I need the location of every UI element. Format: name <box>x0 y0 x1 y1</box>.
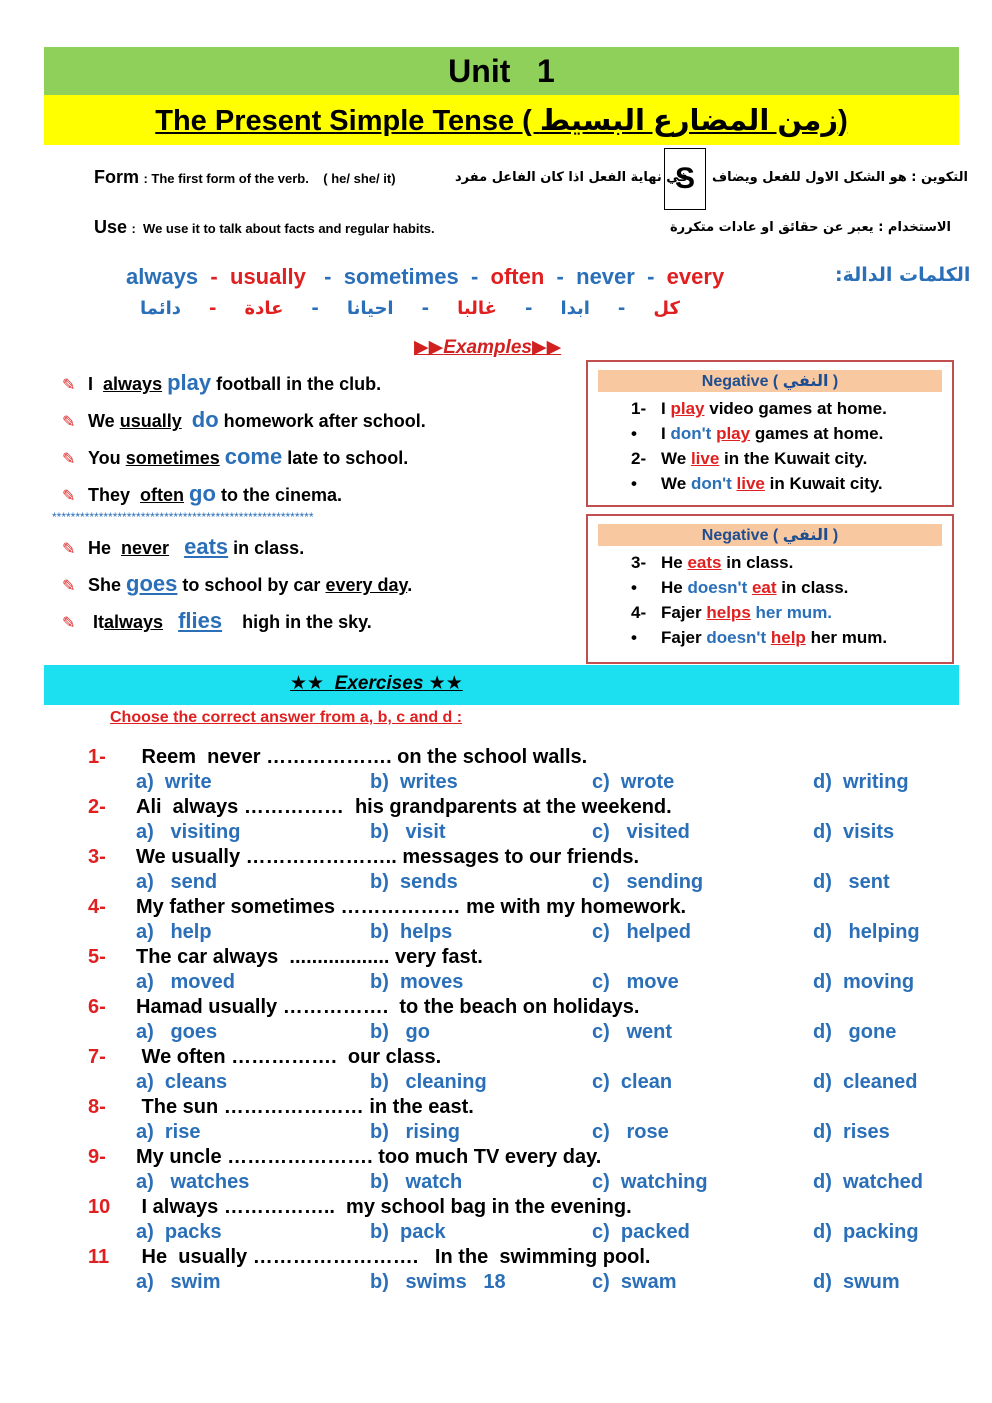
examples-heading <box>414 336 561 359</box>
ex-verb: play <box>167 370 212 395</box>
neg-rest: in the Kuwait city. <box>724 449 868 468</box>
ex-adverb: every day <box>325 575 408 595</box>
ex-rest: . <box>407 575 413 595</box>
neg-verb: eats <box>687 553 722 572</box>
option-c[interactable]: c) went <box>592 1021 673 1043</box>
question-item <box>88 946 483 969</box>
example-line <box>62 407 426 433</box>
kw-sometimes: sometimes <box>343 264 459 289</box>
example-line <box>62 481 342 507</box>
option-a[interactable]: a) watches <box>136 1171 250 1193</box>
option-d[interactable]: d) gone <box>813 1021 897 1043</box>
unit-header <box>44 47 959 95</box>
kw-usually: usually <box>230 264 306 289</box>
s-letter-box <box>664 148 706 210</box>
kw-ar-sep: - <box>208 298 217 319</box>
ex-rest: high in the sky. <box>242 612 372 632</box>
question-number: 8- <box>88 1096 106 1118</box>
kw-always: always <box>126 264 199 289</box>
question-text: The car always .................. very fast. <box>136 946 483 968</box>
kw-every: every <box>666 264 725 289</box>
neg-num: 4- <box>631 603 647 622</box>
neg-num: 2- <box>631 449 647 468</box>
option-a[interactable]: a) help <box>136 921 212 943</box>
option-b[interactable]: b) writes <box>370 771 458 793</box>
question-number: 9- <box>88 1146 106 1168</box>
kw-sep: - <box>647 264 655 289</box>
neg-num: • <box>631 474 637 493</box>
exercises-bar <box>44 665 959 705</box>
use-row <box>94 217 435 238</box>
form-arabic-right: التكوين : هو الشكل الاول للفعل ويضاف <box>712 170 968 185</box>
use-arabic: الاستخدام : يعبر عن حقائق او عادات متكررة <box>670 220 952 235</box>
ex-rest: homework after school. <box>223 411 426 431</box>
keywords-english <box>126 264 724 290</box>
question-text: Hamad usually ……………. to the beach on holidays. <box>136 996 640 1018</box>
option-c[interactable]: c) watching <box>592 1171 708 1193</box>
neg-num: • <box>631 424 637 443</box>
kw-sep: - <box>210 264 218 289</box>
ex-adverb: always <box>104 612 164 632</box>
negative-heading: Negative ( النفي ) <box>598 524 942 546</box>
question-text: I always …………….. my school bag in the evening. <box>136 1196 632 1218</box>
star-icon: ★★ <box>428 673 463 694</box>
example-line <box>62 370 381 396</box>
neg-verb: play <box>716 424 751 443</box>
option-d[interactable]: d) helping <box>813 921 920 943</box>
option-c[interactable]: c) wrote <box>592 771 675 793</box>
ex-verb: goes <box>126 571 178 596</box>
question-item <box>88 846 639 869</box>
neg-rest: in Kuwait city. <box>769 474 883 493</box>
kw-ar-sep: - <box>421 298 430 319</box>
exercises-title: Exercises <box>334 673 424 694</box>
neg-subject: I <box>661 424 666 443</box>
question-text: He usually ……………………. In the swimming pool. <box>136 1246 651 1268</box>
ex-rest: football in the club. <box>216 374 382 394</box>
neg-verb: eat <box>751 578 777 597</box>
option-c[interactable]: c) helped <box>592 921 691 943</box>
option-b[interactable]: b) moves <box>370 971 464 993</box>
neg-num: 3- <box>631 553 647 572</box>
neg-aux: don't <box>690 474 732 493</box>
option-d[interactable]: d) visits <box>813 821 895 843</box>
option-c[interactable]: c) swam <box>592 1271 677 1293</box>
triangle-right-icon: ▶▶ <box>414 337 444 358</box>
ex-adverb: usually <box>119 411 182 431</box>
neg-verb: helps <box>706 603 751 622</box>
kw-ar-sep: - <box>311 298 319 319</box>
ex-rest: to the cinema. <box>220 485 342 505</box>
kw-ar-sometimes: احيانا <box>346 298 394 319</box>
question-item <box>88 996 639 1019</box>
ex-adverb: always <box>103 374 163 394</box>
option-c[interactable]: c) packed <box>592 1221 690 1243</box>
pencil-icon: ✎ <box>62 377 76 394</box>
option-d[interactable]: d) sent <box>813 871 890 893</box>
option-b[interactable]: b) cleaning <box>370 1071 487 1093</box>
s-letter: S <box>674 162 695 195</box>
neg-verb: live <box>690 449 720 468</box>
ex-subject: They <box>88 485 131 505</box>
keywords-label: الكلمات الدالة: <box>835 264 971 286</box>
question-number: 4- <box>88 896 106 918</box>
option-c[interactable]: c) clean <box>592 1071 673 1093</box>
example-line <box>62 444 408 470</box>
ex-verb: eats <box>184 534 229 559</box>
ex-subject: She <box>88 575 122 595</box>
kw-ar-never: ابدا <box>560 298 590 319</box>
kw-ar-sep: - <box>524 298 533 319</box>
example-line <box>62 571 412 597</box>
neg-subject: I <box>661 399 666 418</box>
negative-box-2 <box>586 514 954 664</box>
ex-rest: late to school. <box>287 448 409 468</box>
option-a[interactable]: a) send <box>136 871 218 893</box>
neg-subject: We <box>661 474 687 493</box>
neg-num: • <box>631 628 637 647</box>
use-label: Use <box>94 217 128 237</box>
question-text: Ali always …………… his grandparents at the weekend. <box>136 796 672 818</box>
question-item <box>88 896 686 919</box>
option-c[interactable]: c) move <box>592 971 679 993</box>
option-a[interactable]: a) moved <box>136 971 235 993</box>
kw-ar-always: دائما <box>140 298 181 319</box>
option-b[interactable]: b) visit <box>370 821 446 843</box>
star-icon: ★★ <box>290 673 325 694</box>
form-label: Form <box>94 167 139 187</box>
negative-box-1 <box>586 360 954 507</box>
ex-subject: We <box>88 411 115 431</box>
negative-line <box>631 578 848 598</box>
neg-subject: He <box>661 578 683 597</box>
ex-adverb: sometimes <box>125 448 220 468</box>
negative-line <box>631 399 887 419</box>
unit-title: Unit 1 <box>448 52 555 89</box>
option-d[interactable]: d) writing <box>813 771 909 793</box>
kw-sep: - <box>556 264 564 289</box>
option-c[interactable]: c) rose <box>592 1121 669 1143</box>
question-text: My father sometimes ……………… me with my homework. <box>136 896 687 918</box>
kw-sep: - <box>470 264 479 289</box>
question-text: Reem never ………………. on the school walls. <box>136 746 588 768</box>
star-divider: ******************************************************** <box>52 510 314 524</box>
negative-line <box>631 424 883 444</box>
question-number: 3- <box>88 846 106 868</box>
option-b[interactable]: b) rising <box>370 1121 460 1143</box>
question-number: 1- <box>88 746 106 768</box>
negative-line <box>631 628 887 648</box>
neg-verb: help <box>770 628 806 647</box>
ex-verb: do <box>191 407 219 432</box>
option-a[interactable]: a) packs <box>136 1221 222 1243</box>
negative-line <box>631 449 867 469</box>
option-a[interactable]: a) write <box>136 771 212 793</box>
pencil-icon: ✎ <box>62 578 76 595</box>
question-text: We often ……………. our class. <box>136 1046 442 1068</box>
exercises-heading <box>290 672 463 695</box>
question-item <box>88 796 672 819</box>
negative-line <box>631 603 832 623</box>
example-line <box>62 608 372 634</box>
question-number: 2- <box>88 796 106 818</box>
option-a[interactable]: a) swim <box>136 1271 221 1293</box>
option-b[interactable]: b) watch <box>370 1171 463 1193</box>
kw-ar-sep: - <box>617 298 626 319</box>
form-arabic-mid: في نهاية الفعل اذا كان الفاعل مفرد <box>455 170 688 185</box>
neg-aux: doesn't <box>706 628 767 647</box>
page-title <box>44 95 959 145</box>
neg-aux: doesn't <box>687 578 748 597</box>
option-d[interactable]: d) moving <box>813 971 915 993</box>
option-b[interactable]: b) go <box>370 1021 430 1043</box>
option-c[interactable]: c) sending <box>592 871 704 893</box>
pencil-icon: ✎ <box>62 541 76 558</box>
kw-often: often <box>490 264 545 289</box>
negative-heading: Negative ( النفي ) <box>598 370 942 392</box>
kw-never: never <box>576 264 635 289</box>
option-c[interactable]: c) visited <box>592 821 690 843</box>
ex-adverb: never <box>121 538 170 558</box>
example-line <box>62 534 304 560</box>
neg-aux: don't <box>670 424 712 443</box>
form-text: : The first form of the verb. ( he/ she/ it) <box>143 171 396 186</box>
neg-rest: games at home. <box>754 424 884 443</box>
ex-mid: to school by car <box>182 575 321 595</box>
negative-line <box>631 474 883 494</box>
page-title-text: The Present Simple Tense ( زمن المضارع البسيط) <box>155 104 848 137</box>
question-number: 6- <box>88 996 106 1018</box>
kw-sep: - <box>324 264 332 289</box>
neg-subject: Fajer <box>661 628 702 647</box>
option-a[interactable]: a) goes <box>136 1021 218 1043</box>
question-item <box>88 1196 632 1219</box>
question-item <box>88 746 587 769</box>
pencil-icon: ✎ <box>62 451 76 468</box>
option-b[interactable]: b) swims 18 <box>370 1271 506 1293</box>
form-row <box>94 167 396 188</box>
option-d[interactable]: d) cleaned <box>813 1071 918 1093</box>
pencil-icon: ✎ <box>62 414 76 431</box>
neg-num: 1- <box>631 399 647 418</box>
question-number: 10 <box>88 1196 111 1218</box>
option-d[interactable]: d) packing <box>813 1221 919 1243</box>
question-item <box>88 1096 474 1119</box>
neg-subject: Fajer <box>661 603 702 622</box>
ex-subject: I <box>88 374 94 394</box>
pencil-icon: ✎ <box>62 615 76 632</box>
neg-rest: her mum. <box>755 603 833 622</box>
question-item <box>88 1046 441 1069</box>
ex-subject: He <box>88 538 112 558</box>
question-text: The sun ………………… in the east. <box>136 1096 474 1118</box>
ex-subject: It <box>93 612 105 632</box>
ex-verb: come <box>224 444 283 469</box>
option-a[interactable]: a) cleans <box>136 1071 228 1093</box>
neg-rest: in class. <box>726 553 794 572</box>
question-text: We usually ………………….. messages to our friends. <box>136 846 640 868</box>
option-b[interactable]: b) helps <box>370 921 453 943</box>
kw-ar-every: كل <box>653 298 680 319</box>
neg-rest: her mum. <box>810 628 888 647</box>
neg-subject: He <box>661 553 683 572</box>
question-text: My uncle …………………. too much TV every day. <box>136 1146 602 1168</box>
pencil-icon: ✎ <box>62 488 76 505</box>
option-d[interactable]: d) swum <box>813 1271 900 1293</box>
ex-subject: You <box>88 448 121 468</box>
ex-adverb: often <box>140 485 185 505</box>
triangle-right-icon: ▶▶ <box>531 337 562 358</box>
question-number: 7- <box>88 1046 106 1068</box>
neg-num: • <box>631 578 637 597</box>
option-d[interactable]: d) rises <box>813 1121 890 1143</box>
negative-line <box>631 553 793 573</box>
option-b[interactable]: b) sends <box>370 871 458 893</box>
option-a[interactable]: a) visiting <box>136 821 241 843</box>
keywords-arabic <box>140 298 680 319</box>
neg-verb: live <box>736 474 765 493</box>
option-d[interactable]: d) watched <box>813 1171 924 1193</box>
ex-rest: in class. <box>233 538 305 558</box>
examples-heading-text: Examples <box>443 337 532 358</box>
option-a[interactable]: a) rise <box>136 1121 201 1143</box>
question-item <box>88 1146 601 1169</box>
kw-ar-usually: عادة <box>244 298 284 319</box>
neg-rest: in class. <box>781 578 849 597</box>
neg-verb: play <box>670 399 705 418</box>
use-text: : We use it to talk about facts and regular habits. <box>131 221 435 236</box>
kw-ar-often: غالبا <box>457 298 497 319</box>
question-item <box>88 1246 651 1269</box>
question-number: 11 <box>88 1246 110 1268</box>
question-number: 5- <box>88 946 106 968</box>
ex-verb: flies <box>178 608 223 633</box>
exercise-instruction: Choose the correct answer from a, b, c and d : <box>110 709 463 726</box>
option-b[interactable]: b) pack <box>370 1221 446 1243</box>
neg-subject: We <box>661 449 687 468</box>
neg-rest: video games at home. <box>709 399 887 418</box>
ex-verb: go <box>189 481 216 506</box>
